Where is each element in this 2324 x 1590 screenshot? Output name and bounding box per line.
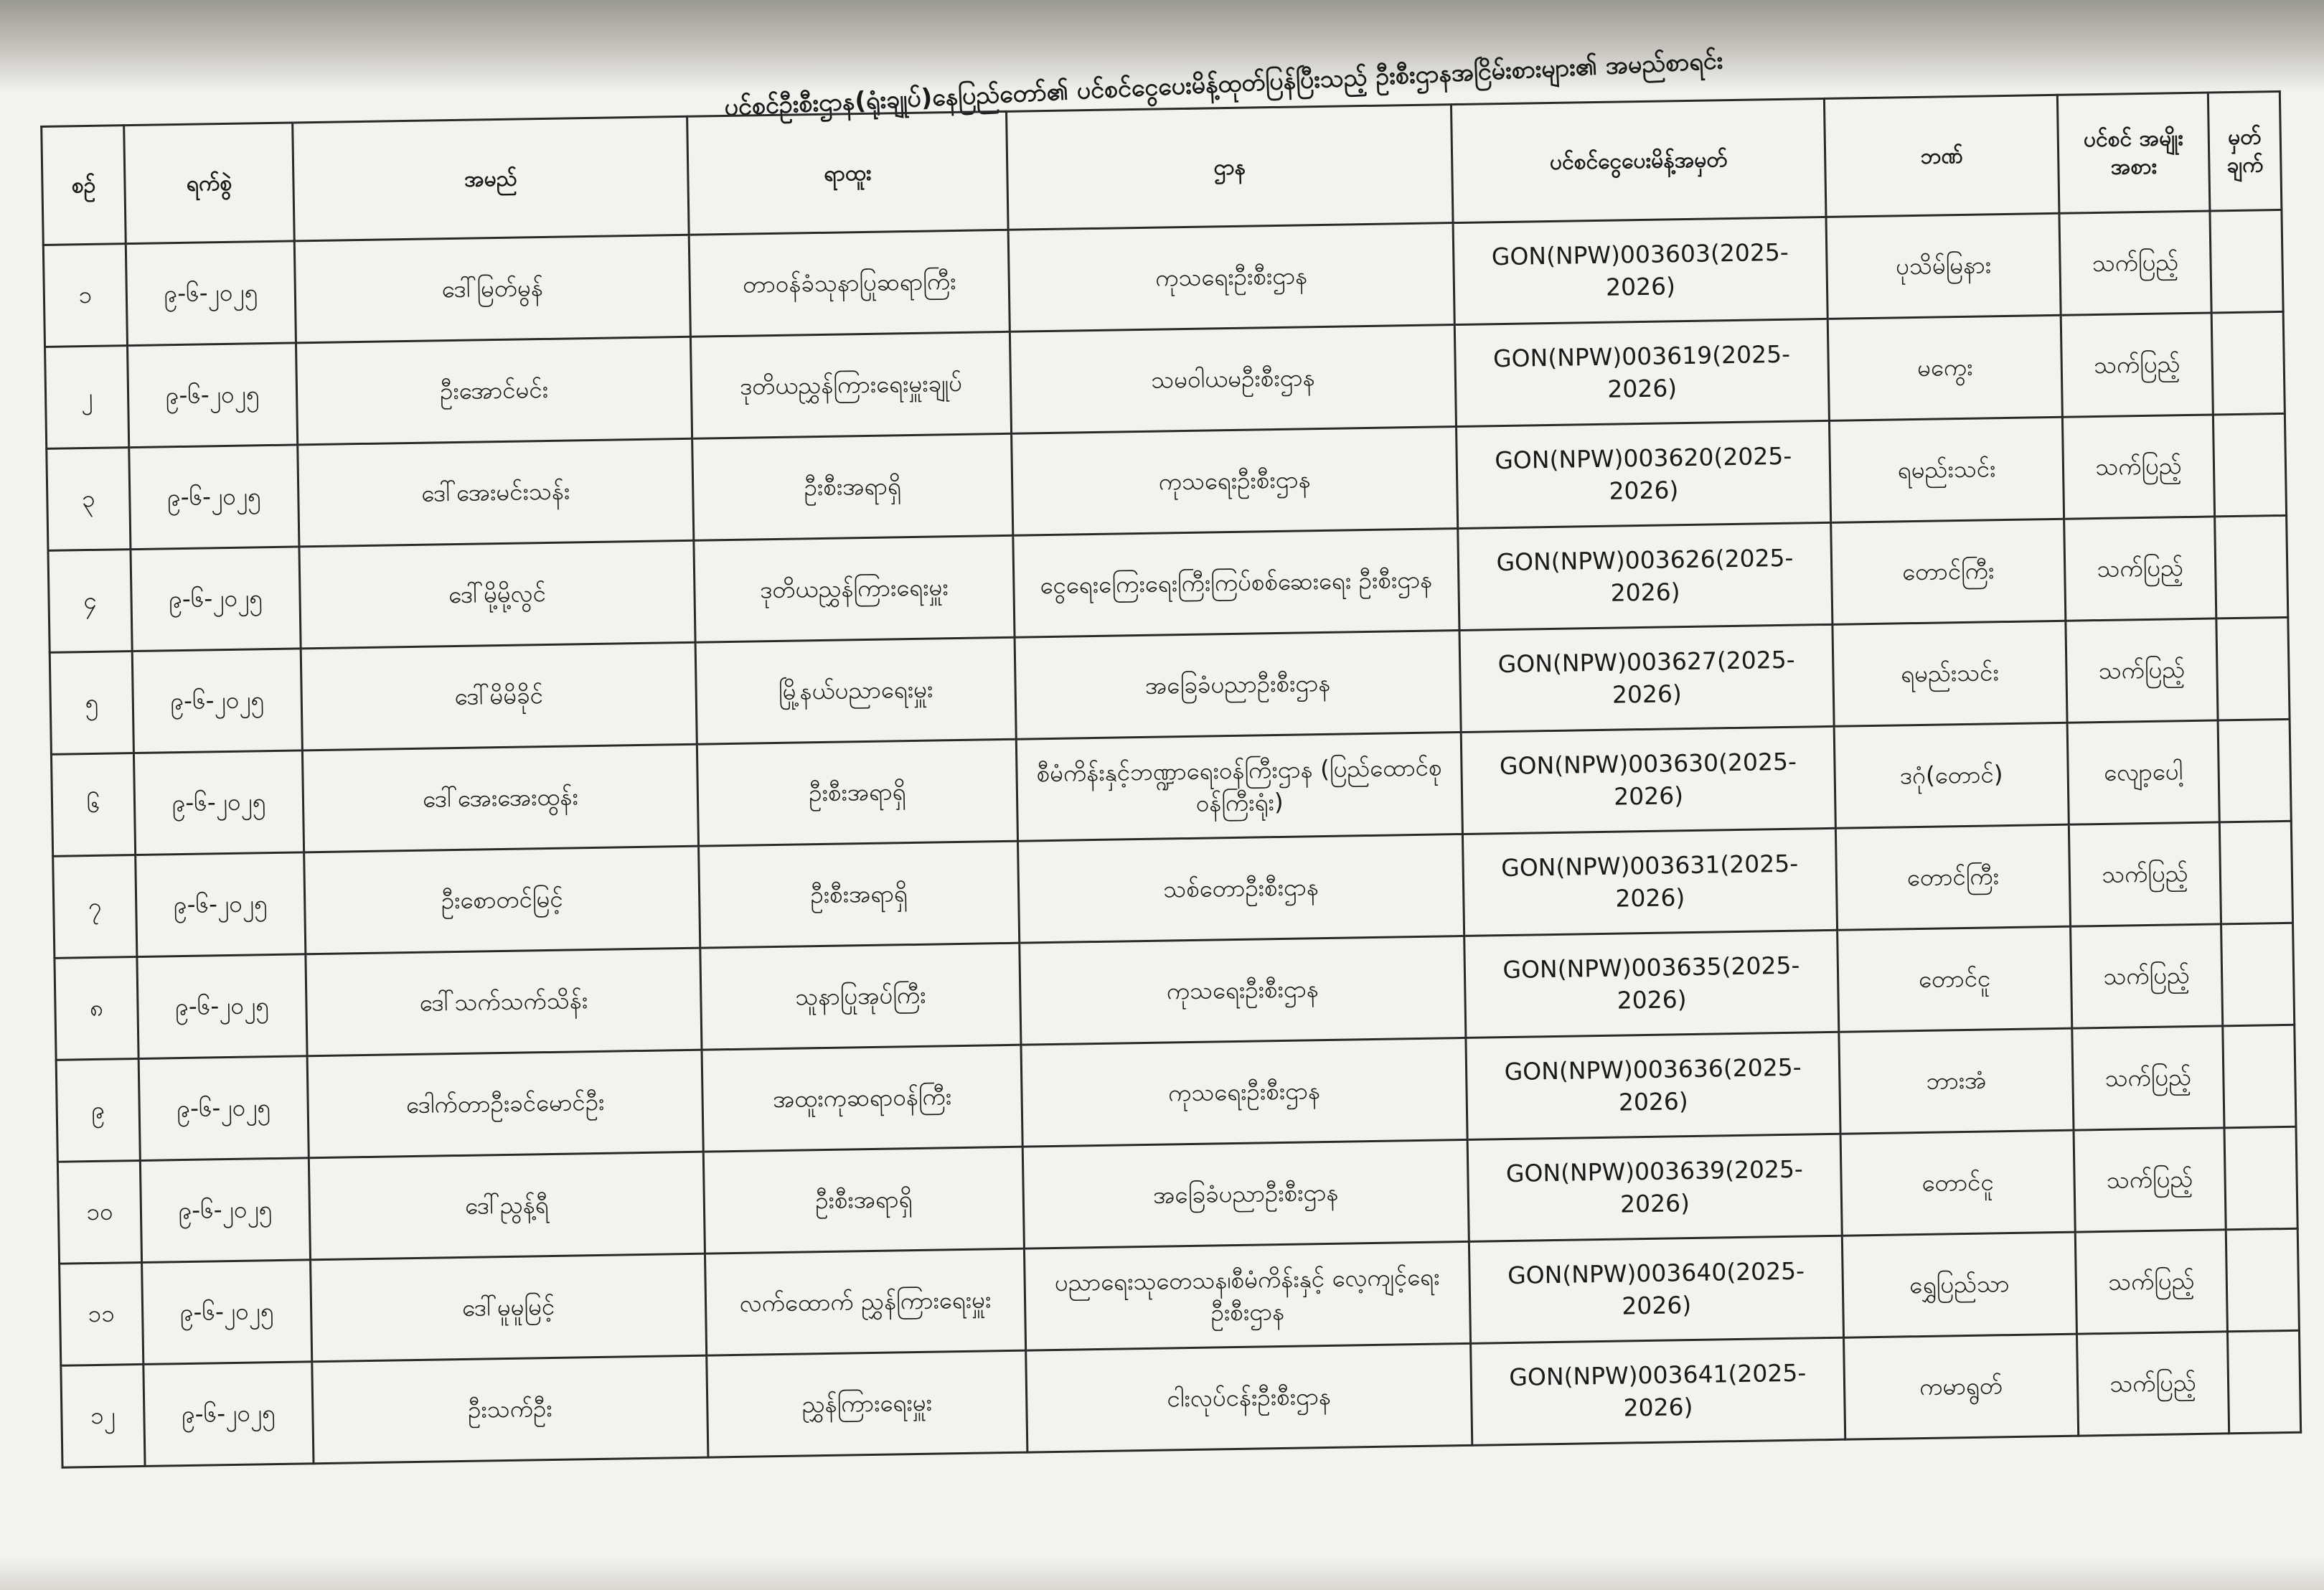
header-region: ဘဏ် — [1824, 95, 2059, 217]
cell-no: ၇ — [53, 855, 137, 959]
cell-name: ဦးသက်ဦး — [312, 1355, 708, 1464]
cell-pension-type: သက်ပြည့် — [2075, 1230, 2227, 1334]
cell-pension-type: လျော့ပေါ့ — [2067, 720, 2219, 824]
cell-no: ၁၁ — [60, 1262, 144, 1365]
cell-position: အထူးကုဆရာဝန်ကြီး — [702, 1045, 1022, 1152]
header-date: ရက်စွဲ — [124, 123, 295, 244]
cell-remark — [2227, 1330, 2300, 1434]
cell-remark — [2221, 923, 2295, 1026]
header-position: ရာထူး — [687, 111, 1009, 235]
cell-name: ဒေါ်မြတ်မွန် — [294, 235, 690, 343]
cell-position: ဦးစီးအရာရှိ — [692, 433, 1013, 540]
cell-region: ကမာရွတ် — [1844, 1334, 2079, 1439]
cell-license: GON(NPW)003640(2025-2026) — [1469, 1236, 1843, 1343]
document-sheet — [39, 37, 2307, 1449]
cell-position: သူနာပြုအုပ်ကြီး — [700, 943, 1021, 1050]
cell-department: သမဝါယမဦးစီးဌာန — [1010, 325, 1456, 434]
cell-department: အခြေခံပညာဦးစီးဌာန — [1022, 1139, 1469, 1248]
cell-department: စီမံကိန်းနှင့်ဘဏ္ဍာရေးဝန်ကြီးဌာန (ပြည်ထောင်စုဝန်ကြီးရုံး) — [1016, 732, 1462, 841]
cell-license: GON(NPW)003639(2025-2026) — [1467, 1134, 1842, 1241]
cell-region: တောင်ကြီး — [1831, 519, 2066, 624]
cell-date: ၉-၆-၂၀၂၅ — [133, 751, 304, 855]
header-no: စဉ် — [42, 126, 126, 245]
cell-remark — [2218, 719, 2291, 822]
cell-department: ကုသရေးဦးစီးဌာန — [1021, 1038, 1467, 1147]
cell-no: ၁၂ — [61, 1364, 145, 1467]
photo-edge-bottom — [0, 1557, 2324, 1590]
cell-remark — [2213, 413, 2286, 517]
cell-position: ဦးစီးအရာရှိ — [703, 1147, 1024, 1253]
header-pension-type: ပင်စင် အမျိုးအစား — [2057, 93, 2210, 213]
cell-name: ဒေါ်အေးအေးထွန်း — [302, 744, 698, 852]
cell-name: ဒေါ်မိမိခိုင် — [301, 642, 697, 751]
document-title: ပင်စင်ဦးစီးဌာန(ရုံးချုပ်)နေပြည်တော်၏ ပင်စင်ငွေပေးမိန့်ထုတ်ပြန်ပြီးသည့် ဦးစီးဌာနအငြိမ်းစားများ၏ အမည်စာရင်း — [723, 46, 1724, 122]
table-body — [43, 210, 2300, 1467]
cell-department: ငွေရေးကြေးရေးကြီးကြပ်စစ်ဆေးရေး ဦးစီးဌာန — [1013, 529, 1459, 638]
cell-license: GON(NPW)003626(2025-2026) — [1458, 522, 1833, 630]
header-remark: မှတ် ချက် — [2208, 91, 2282, 211]
cell-remark — [2216, 617, 2290, 720]
cell-position: ညွှန်ကြားရေးမှူး — [707, 1350, 1027, 1457]
cell-region: တောင်ငူ — [1840, 1130, 2075, 1236]
cell-date: ၉-၆-၂၀၂၅ — [140, 1158, 310, 1263]
cell-department: ပညာရေးသုတေသန၊စီမံကိန်းနှင့် လေ့ကျင့်ရေးဦးစီးဌာန — [1024, 1241, 1470, 1350]
cell-remark — [2211, 311, 2285, 415]
pension-roster-table — [40, 90, 2302, 1469]
cell-department: သစ်တောဦးစီးဌာန — [1018, 834, 1464, 943]
cell-no: ၁၀ — [57, 1160, 141, 1264]
cell-pension-type: သက်ပြည့် — [2074, 1128, 2226, 1232]
cell-remark — [2219, 821, 2292, 924]
cell-date: ၉-၆-၂၀၂၅ — [128, 343, 298, 448]
cell-pension-type: သက်ပြည့် — [2064, 517, 2216, 621]
cell-region: ဘားအံ — [1839, 1028, 2074, 1134]
cell-remark — [2223, 1025, 2296, 1128]
cell-position: လက်ထောက် ညွှန်ကြားရေးမှူး — [705, 1248, 1025, 1355]
cell-no: ၈ — [55, 957, 138, 1060]
cell-region: တောင်ငူ — [1838, 926, 2072, 1032]
cell-license: GON(NPW)003641(2025-2026) — [1471, 1337, 1845, 1445]
cell-remark — [2224, 1126, 2297, 1230]
cell-department: ကုသရေးဦးစီးဌာန — [1020, 936, 1466, 1045]
cell-date: ၉-၆-၂၀၂၅ — [137, 954, 307, 1059]
cell-name: ဒေါ်သက်သက်သိန်း — [306, 948, 702, 1056]
cell-license: GON(NPW)003620(2025-2026) — [1457, 420, 1831, 528]
cell-position: တာဝန်ခံသုနာပြုဆရာကြီး — [689, 230, 1010, 337]
cell-position: ဒုတိယညွှန်ကြားရေးမှူးချုပ် — [690, 331, 1011, 438]
cell-license: GON(NPW)003627(2025-2026) — [1459, 624, 1834, 732]
cell-region: ရမည်းသင်း — [1833, 621, 2067, 726]
cell-pension-type: သက်ပြည့် — [2066, 618, 2218, 723]
cell-license: GON(NPW)003631(2025-2026) — [1462, 828, 1837, 936]
cell-date: ၉-၆-၂၀၂၅ — [136, 852, 306, 957]
cell-name: ဦးအောင်မင်း — [296, 337, 692, 445]
cell-no: ၉ — [56, 1059, 140, 1162]
cell-no: ၂ — [45, 346, 129, 449]
cell-department: ကုသရေးဦးစီးဌာန — [1008, 223, 1454, 332]
header-license: ပင်စင်ငွေပေးမိန့်အမှတ် — [1451, 98, 1826, 222]
cell-name: ဒေါ်ညွန့်ရီ — [309, 1152, 705, 1260]
cell-remark — [2210, 210, 2283, 313]
cell-license: GON(NPW)003636(2025-2026) — [1466, 1032, 1840, 1139]
cell-license: GON(NPW)003619(2025-2026) — [1454, 319, 1829, 426]
cell-no: ၄ — [48, 550, 132, 653]
cell-date: ၉-၆-၂၀၂၅ — [144, 1362, 314, 1467]
cell-region: ရမည်းသင်း — [1829, 417, 2064, 522]
cell-license: GON(NPW)003630(2025-2026) — [1461, 726, 1835, 834]
cell-name: ဒေါ်မို့မို့လွင် — [299, 540, 695, 649]
cell-region: တောင်ကြီး — [1835, 824, 2070, 930]
cell-pension-type: သက်ပြည့် — [2061, 313, 2213, 417]
cell-date: ၉-၆-၂၀၂၅ — [142, 1260, 312, 1365]
cell-region: မကွေး — [1827, 315, 2062, 420]
cell-name: ဦးစောတင်မြင့် — [304, 846, 700, 954]
cell-region: ရွှေပြည်သာ — [1842, 1232, 2076, 1337]
cell-position: ဦးစီးအရာရှိ — [697, 739, 1017, 846]
cell-department: အခြေခံပညာဦးစီးဌာန — [1015, 631, 1461, 740]
cell-pension-type: သက်ပြည့် — [2071, 924, 2223, 1028]
cell-name: ဒေါ်မူမူမြင့် — [311, 1253, 707, 1362]
cell-position: ဦးစီးအရာရှိ — [699, 841, 1020, 948]
cell-position: မြို့နယ်ပညာရေးမှူး — [695, 637, 1016, 744]
cell-no: ၆ — [51, 753, 135, 857]
cell-date: ၉-၆-၂၀၂၅ — [129, 445, 299, 550]
cell-position: ဒုတိယညွှန်ကြားရေးမှူး — [694, 535, 1015, 642]
cell-region: ဒဂုံ(တောင်) — [1834, 723, 2069, 828]
cell-date: ၉-၆-၂၀၂၅ — [132, 649, 302, 753]
cell-date: ၉-၆-၂၀၂၅ — [126, 241, 296, 346]
cell-no: ၃ — [47, 448, 131, 551]
cell-name: ဒေါက်တာဦးခင်မောင်ဦး — [307, 1050, 703, 1158]
cell-date: ၉-၆-၂၀၂၅ — [131, 547, 301, 651]
cell-license: GON(NPW)003603(2025-2026) — [1453, 217, 1827, 324]
cell-name: ဒေါ်အေးမင်းသန်း — [298, 438, 694, 547]
cell-pension-type: သက်ပြည့် — [2069, 822, 2221, 926]
cell-pension-type: သက်ပြည့် — [2062, 415, 2214, 519]
cell-department: ကုသရေးဦးစီးဌာန — [1012, 427, 1458, 536]
cell-license: GON(NPW)003635(2025-2026) — [1464, 930, 1839, 1038]
cell-pension-type: သက်ပြည့် — [2059, 211, 2211, 315]
header-department: ဌာန — [1007, 105, 1454, 230]
header-name: အမည် — [293, 116, 690, 241]
cell-pension-type: သက်ပြည့် — [2076, 1332, 2229, 1436]
cell-region: ပုသိမ်မြနား — [1826, 213, 2061, 319]
cell-department: ငါးလုပ်ငန်းဦးစီးဌာန — [1026, 1343, 1472, 1452]
cell-pension-type: သက်ပြည့် — [2072, 1026, 2224, 1130]
cell-no: ၅ — [50, 651, 133, 755]
cell-date: ၉-၆-၂၀၂၅ — [138, 1056, 309, 1161]
cell-remark — [2215, 515, 2288, 618]
cell-remark — [2226, 1228, 2299, 1332]
cell-no: ၁ — [43, 244, 127, 347]
